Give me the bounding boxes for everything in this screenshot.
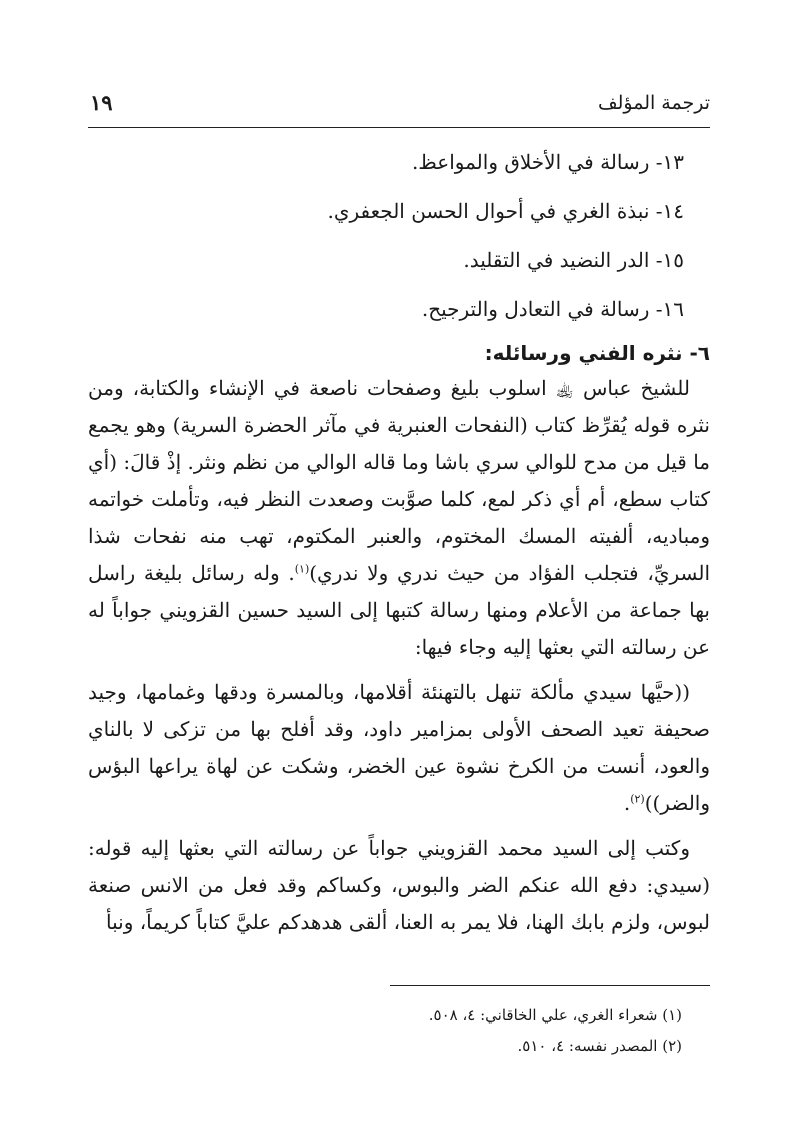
list-item: ١٣- رسالة في الأخلاق والمواعظ. — [411, 150, 684, 174]
footnote-marker: (٢) — [630, 792, 645, 806]
footnote-item: (٢) المصدر نفسه: ٤، ٥١٠. — [517, 1037, 682, 1055]
list-item: ١٤- نبذة الغري في أحوال الحسن الجعفري. — [327, 199, 684, 223]
footnotes — [88, 1000, 710, 1062]
paragraph-text-tail: . — [623, 791, 631, 815]
list-item: ١٥- الدر النضيد في التقليد. — [463, 248, 684, 272]
paragraph-text-tail: . وله رسائل بليغة راسل بها جماعة من الأعلام ومنها رسالة كتبها إلى السيد حسين القزويني جواباً له عن رسالته التي بعثها إليه وجاء فيها: — [88, 561, 710, 659]
paragraph-quoted-letter — [88, 674, 710, 822]
footnote-item: (١) شعراء الغري، علي الخاقاني: ٤، ٥٠٨. — [428, 1006, 682, 1024]
page-body — [88, 138, 710, 941]
paragraph-prose-intro — [88, 370, 710, 666]
footnote-marker: (١) — [294, 562, 310, 576]
paragraph-text: ((حيَّها سيدي مألكة تنهل بالتهنئة أقلامها، وبالمسرة ودقها وغمامها، وجيد صحيفة تعيد الصحف الأولى بمزامير داود، وقد أفلح بها من تزكى لا بالناي والعود، أنست من الكرخ نشوة عين الخضر، وشكت عن لهاة يراعها البؤس والضر)) — [88, 680, 710, 815]
paragraph-text: للشيخ عباس ﵀ اسلوب بليغ وصفحات ناصعة في الإنشاء والكتابة، ومن نثره قوله يُقرِّظ كتاب (النفحات العنبرية في مآثر الحضرة السرية) وهو يجمع ما قيل من مدح للوالي سري باشا وما قاله الوالي من نظم ونثر. إذْ قالَ: (أي كتاب سطع، أم أي ذكر لمع، كلما صوَّبت وصعدت النظر فيه، وتأملت خواتمه ومباديه، ألفيته المسك المختوم، والعنبر المكتوم، تهب منه نفحات شذا السريِّ، فتجلب الفؤاد من حيث ندري ولا ندري) — [88, 376, 710, 585]
works-list — [88, 138, 710, 334]
page-number: ١٩ — [90, 90, 113, 115]
list-item: ١٦- رسالة في التعادل والترجيح. — [421, 297, 684, 321]
page-header — [88, 88, 710, 122]
header-rule — [88, 127, 710, 128]
footnote-rule — [390, 985, 710, 986]
running-title: ترجمة المؤلف — [597, 92, 710, 114]
paragraph-second-letter: وكتب إلى السيد محمد القزويني جواباً عن رسالته التي بعثها إليه قوله: (سيدي: دفع الله عنكم الضر والبوس، وكساكم وقد فعل من الانس صنعة لبوس، ولزم بابك الهنا، فلا يمر به العنا، ألقى هدهدكم عليَّ كتاباً كريماً، ونبأ — [88, 836, 710, 934]
section-heading: ٦- نثره الفني ورسائله: — [484, 341, 710, 365]
